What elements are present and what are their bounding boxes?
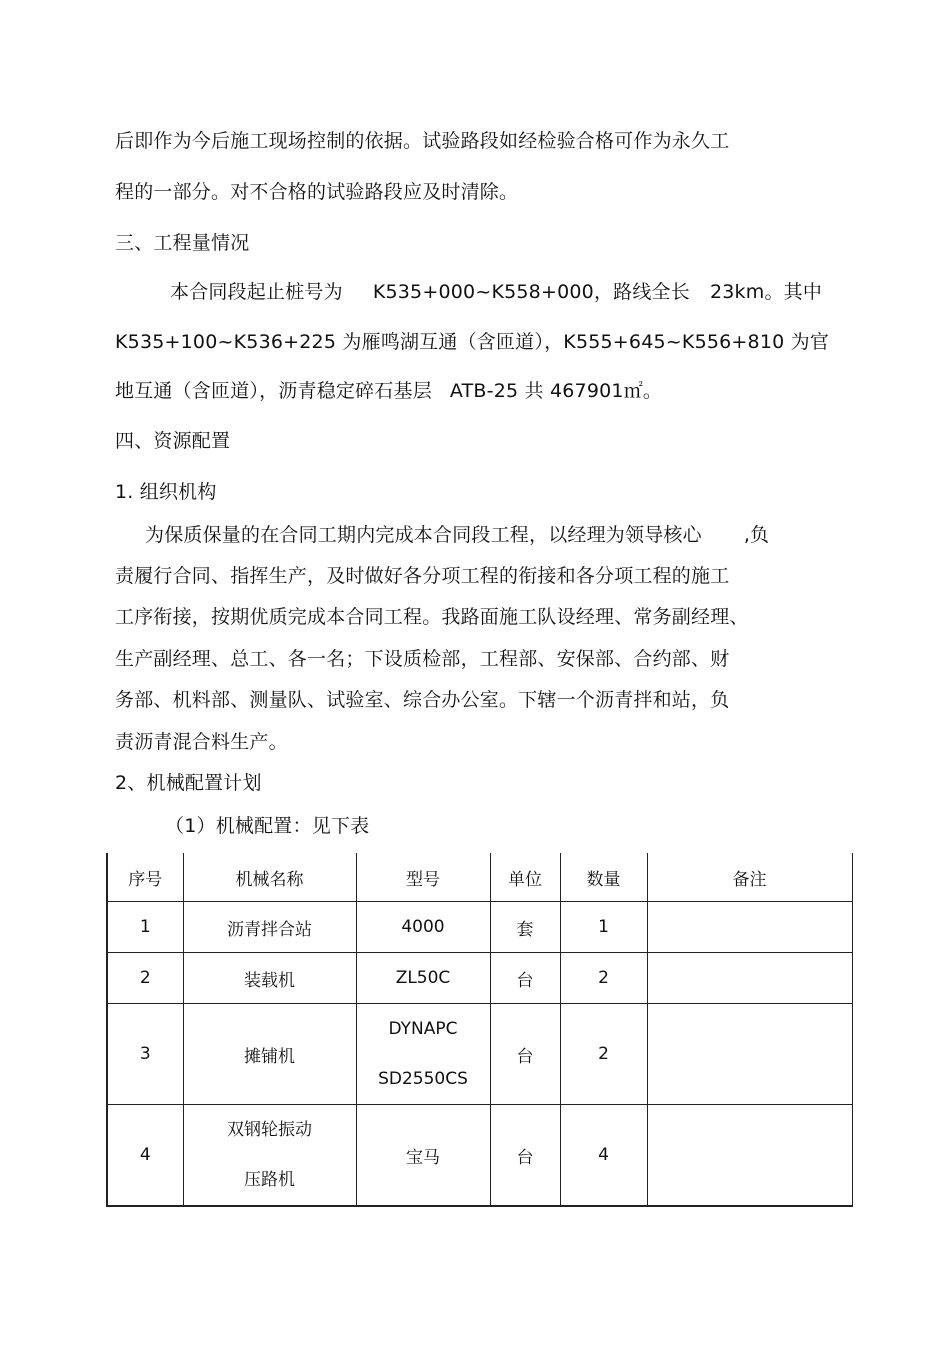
paragraph-line: 程的一部分。对不合格的试验路段应及时清除。: [115, 181, 519, 203]
paragraph-line: [145, 522, 769, 548]
header-cell: 备注: [647, 853, 852, 902]
header-cell: 数量: [560, 853, 647, 902]
cell-note: [647, 1004, 852, 1105]
cell-model: [356, 1004, 490, 1105]
cell-name-line: 压路机: [244, 1170, 295, 1190]
cell-qty: 1: [560, 902, 647, 953]
cell-no: 1: [107, 902, 183, 953]
text-run: 地互通（含匝道），沥青稳定碎石基层: [115, 380, 432, 402]
text-run: 为保质保量的在合同工期内完成本合同段工程，以经理为领导核心: [145, 524, 702, 546]
cell-unit: 台: [490, 1105, 560, 1207]
section-heading: 三、工程量情况: [115, 232, 250, 254]
cell-model: 4000: [356, 902, 490, 953]
text-run: ,负: [743, 524, 770, 546]
paragraph-line: 责履行合同、指挥生产，及时做好各分项工程的衔接和各分项工程的施工: [115, 565, 730, 587]
text-run: 本合同段起止桩号为: [170, 281, 343, 303]
table-header-row: [107, 853, 852, 902]
subsection-heading: （1）机械配置：见下表: [165, 815, 370, 837]
cell-no: 3: [107, 1004, 183, 1105]
cell-model-line: SD2550CS: [378, 1069, 468, 1089]
table-row: [107, 953, 852, 1004]
cell-name: 装载机: [183, 953, 356, 1004]
cell-name: [183, 1105, 356, 1207]
table-row: [107, 1105, 852, 1207]
table-row: [107, 902, 852, 953]
paragraph-line: K535+100~K536+225 为雁鸣湖互通（含匝道），K555+645~K556+810 为官: [115, 331, 830, 353]
section-heading: 四、资源配置: [115, 430, 231, 452]
cell-no: 2: [107, 953, 183, 1004]
cell-qty: 2: [560, 1004, 647, 1105]
paragraph-line: 工序衔接，按期优质完成本合同工程。我路面施工队设经理、常务副经理、: [115, 606, 749, 628]
header-cell: 单位: [490, 853, 560, 902]
subsection-heading: 2、机械配置计划: [115, 772, 262, 794]
cell-model: ZL50C: [356, 953, 490, 1004]
cell-note: [647, 953, 852, 1004]
cell-name: 摊铺机: [183, 1004, 356, 1105]
text-run: K535+000~K558+000，路线全长: [372, 281, 690, 303]
cell-model-line: DYNAPC: [388, 1019, 458, 1039]
cell-name-line: 双钢轮振动: [227, 1120, 312, 1140]
header-cell: 机械名称: [183, 853, 356, 902]
equipment-table: [106, 853, 853, 1207]
paragraph-line: 责沥青混合料生产。: [115, 731, 288, 753]
paragraph-line: [170, 279, 822, 305]
cell-unit: 台: [490, 953, 560, 1004]
cell-note: [647, 902, 852, 953]
header-cell: 型号: [356, 853, 490, 902]
subsection-heading: 1. 组织机构: [115, 481, 217, 503]
text-run: ATB-25 共 467901㎡。: [449, 380, 663, 402]
cell-note: [647, 1105, 852, 1207]
cell-model: 宝马: [356, 1105, 490, 1207]
table-row: [107, 1004, 852, 1105]
cell-name: 沥青拌合站: [183, 902, 356, 953]
cell-qty: 4: [560, 1105, 647, 1207]
cell-unit: 台: [490, 1004, 560, 1105]
header-cell: 序号: [107, 853, 183, 902]
paragraph-line: 务部、机料部、测量队、试验室、综合办公室。下辖一个沥青拌和站，负: [115, 689, 730, 711]
paragraph-line: [115, 378, 662, 404]
cell-qty: 2: [560, 953, 647, 1004]
paragraph-line: 后即作为今后施工现场控制的依据。试验路段如经检验合格可作为永久工: [115, 130, 730, 152]
cell-unit: 套: [490, 902, 560, 953]
cell-no: 4: [107, 1105, 183, 1207]
text-run: 23km。其中: [709, 281, 823, 303]
paragraph-line: 生产副经理、总工、各一名；下设质检部，工程部、安保部、合约部、财: [115, 648, 730, 670]
